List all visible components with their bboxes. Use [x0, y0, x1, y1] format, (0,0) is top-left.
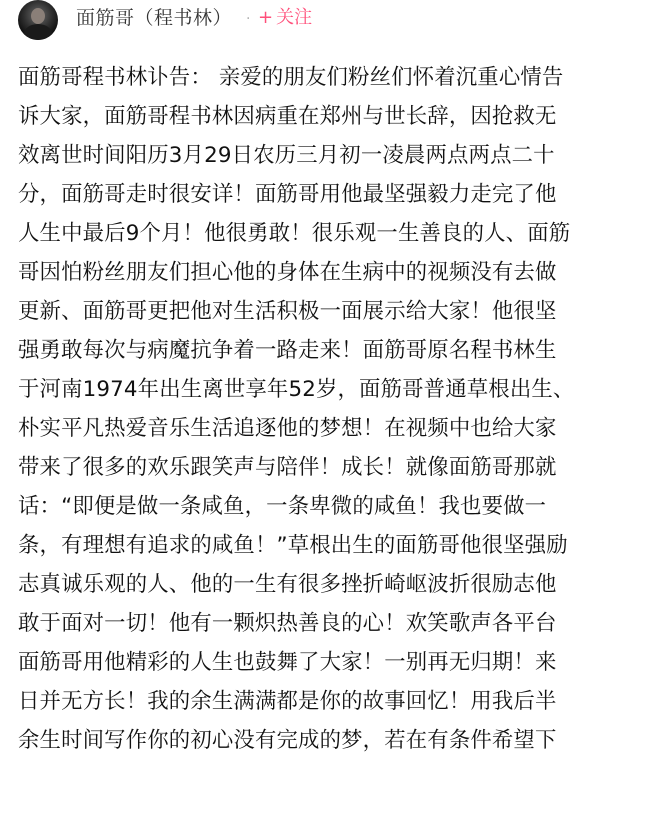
post-line: 强勇敢每次与病魔抗争着一路走来！面筋哥原名程书林生	[18, 338, 557, 363]
post-line: 余生时间写作你的初心没有完成的梦，若在有条件希望下	[18, 728, 557, 753]
post-line: 诉大家，面筋哥程书林因病重在郑州与世长辞，因抢救无	[18, 104, 557, 129]
post-line: 面筋哥程书林讣告： 亲爱的朋友们粉丝们怀着沉重心情告	[18, 65, 564, 90]
post-line: 更新、面筋哥更把他对生活积极一面展示给大家！他很坚	[18, 299, 557, 324]
separator-dot: ·	[246, 11, 251, 27]
avatar-body	[24, 24, 52, 40]
post-line: 话：“即便是做一条咸鱼，一条卑微的咸鱼！我也要做一	[18, 494, 547, 519]
post-line: 条，有理想有追求的咸鱼！”草根出生的面筋哥他很坚强励	[18, 533, 568, 558]
post-line: 朴实平凡热爱音乐生活追逐他的梦想！在视频中也给大家	[18, 416, 557, 441]
post-line: 日并无方长！我的余生满满都是你的故事回忆！用我后半	[18, 689, 557, 714]
post-line: 志真诚乐观的人、他的一生有很多挫折崎岖波折很励志他	[18, 572, 557, 597]
post-line: 人生中最后9个月！他很勇敢！很乐观一生善良的人、面筋	[18, 221, 571, 246]
post-line: 分，面筋哥走时很安详！面筋哥用他最坚强毅力走完了他	[18, 182, 557, 207]
post-header	[0, 0, 660, 42]
post-line: 敢于面对一切！他有一颗炽热善良的心！欢笑歌声各平台	[18, 611, 557, 636]
post-line: 面筋哥用他精彩的人生也鼓舞了大家！一别再无归期！来	[18, 650, 557, 675]
post-line: 于河南1974年出生离世享年52岁，面筋哥普通草根出生、	[18, 377, 575, 402]
plus-icon: +	[258, 7, 274, 28]
follow-button[interactable]	[258, 5, 312, 31]
post-body	[18, 58, 650, 760]
username[interactable]: 面筋哥（程书林）	[76, 7, 233, 29]
post-line: 带来了很多的欢乐跟笑声与陪伴！成长！就像面筋哥那就	[18, 455, 557, 480]
follow-label: 关注	[276, 7, 313, 28]
post-line: 哥因怕粉丝朋友们担心他的身体在生病中的视频没有去做	[18, 260, 557, 285]
avatar[interactable]	[18, 0, 58, 40]
post-line: 效离世时间阳历3月29日农历三月初一凌晨两点两点二十	[18, 143, 555, 168]
avatar-face	[31, 8, 45, 24]
